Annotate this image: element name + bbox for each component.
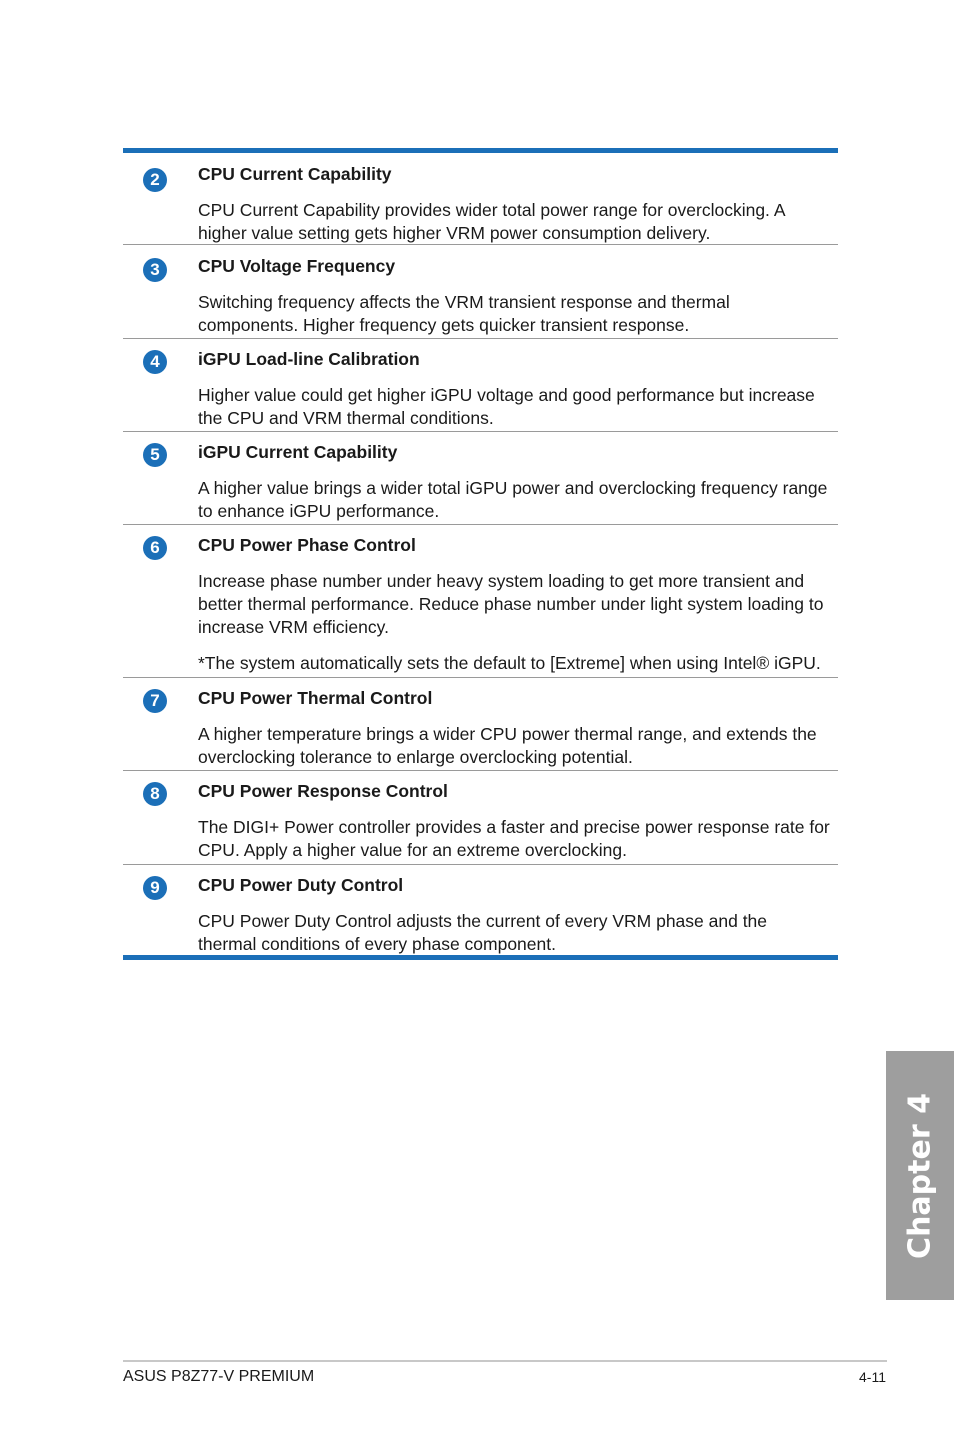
item-title: iGPU Current Capability	[198, 442, 398, 462]
number-badge: 6	[143, 536, 167, 560]
footer-product-name: ASUS P8Z77-V PREMIUM	[123, 1368, 315, 1385]
item-description: The DIGI+ Power controller provides a faster and precise power response rate for CPU. Apply a higher value for an extreme overclocking.	[198, 817, 830, 860]
footer-page-number: 4-11	[859, 1369, 886, 1385]
table-row	[123, 244, 838, 338]
number-badge: 8	[143, 782, 167, 806]
item-title: CPU Power Response Control	[198, 781, 448, 801]
table-row	[123, 431, 838, 524]
item-title: iGPU Load-line Calibration	[198, 349, 420, 369]
number-badge: 5	[143, 443, 167, 467]
table-row	[123, 864, 838, 955]
number-badge: 7	[143, 689, 167, 713]
item-description: A higher value brings a wider total iGPU power and overclocking frequency range to enhance iGPU performance.	[198, 478, 828, 521]
settings-table	[123, 148, 838, 960]
item-description: A higher temperature brings a wider CPU power thermal range, and extends the overclocking tolerance to enlarge overclocking potential.	[198, 724, 817, 767]
table-row	[123, 524, 838, 677]
number-badge: 2	[143, 168, 167, 192]
item-description: CPU Power Duty Control adjusts the current of every VRM phase and the thermal conditions of every phase component.	[198, 911, 768, 954]
number-badge: 9	[143, 876, 167, 900]
chapter-tab	[886, 1051, 954, 1300]
table-row	[123, 677, 838, 770]
table-row	[123, 338, 838, 431]
item-title: CPU Power Phase Control	[198, 535, 416, 555]
footer-divider	[123, 1360, 887, 1362]
item-description: CPU Current Capability provides wider total power range for overclocking. A higher value setting gets higher VRM power consumption delivery.	[198, 200, 785, 243]
number-badge: 4	[143, 350, 167, 374]
number-badge: 3	[143, 258, 167, 282]
table-row	[123, 153, 838, 244]
item-title: CPU Current Capability	[198, 164, 392, 184]
item-title: CPU Voltage Frequency	[198, 256, 396, 276]
item-description: Switching frequency affects the VRM transient response and thermal components. Higher frequency gets quicker transient response.	[198, 292, 730, 335]
item-title: CPU Power Duty Control	[198, 875, 404, 895]
item-note: *The system automatically sets the default to [Extreme] when using Intel® iGPU.	[198, 653, 821, 673]
chapter-label: Chapter 4	[902, 1092, 938, 1259]
table-row	[123, 770, 838, 864]
item-title: CPU Power Thermal Control	[198, 688, 433, 708]
item-description: Higher value could get higher iGPU voltage and good performance but increase the CPU and VRM thermal conditions.	[198, 385, 815, 428]
item-description: Increase phase number under heavy system loading to get more transient and better thermal performance. Reduce phase number under light system loading to increase VRM efficiency.	[198, 571, 824, 637]
